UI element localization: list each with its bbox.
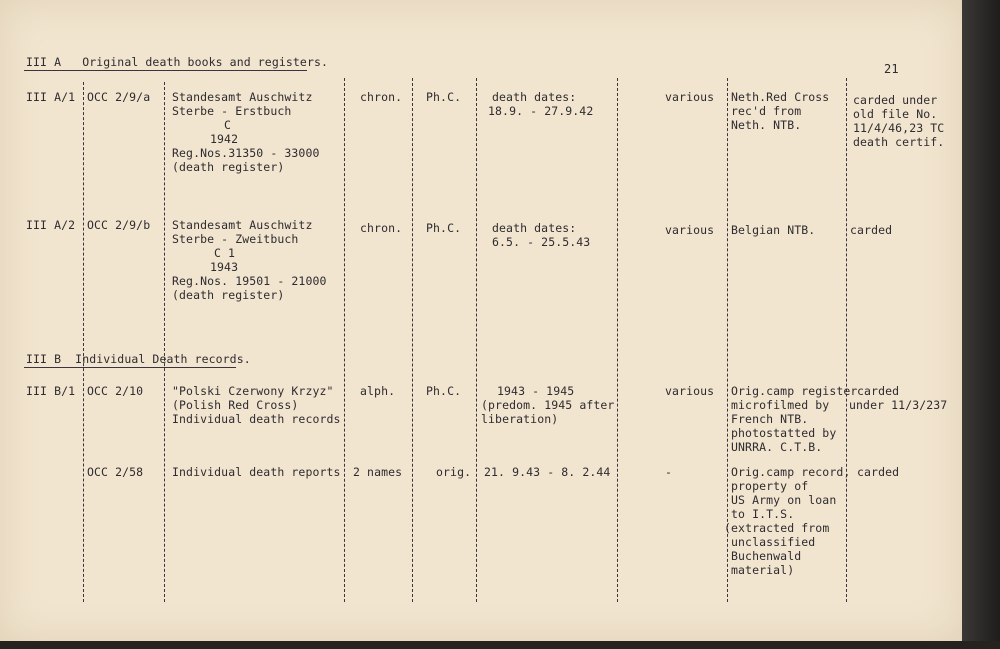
row-3-source-line-3: French NTB. — [731, 412, 809, 426]
row-1-code: OCC 2/9/a — [87, 90, 151, 104]
row-1-remarks-line-4: death certif. — [853, 135, 945, 149]
row-1-source-line-3: Neth. NTB. — [731, 118, 802, 132]
row-1-remarks-line-3: 11/4/46,23 TC — [853, 121, 945, 135]
row-2-description-line-6: (death register) — [172, 288, 285, 302]
row-3-form: Ph.C. — [426, 384, 462, 398]
column-rule-3 — [344, 78, 345, 602]
row-4-source-line-7: Buchenwald — [731, 549, 802, 563]
binding-edge — [962, 0, 1000, 649]
row-3-description-line-3: Individual death records — [172, 412, 341, 426]
row-4-form: orig. — [436, 465, 472, 479]
row-3-arrangement: alph. — [360, 384, 396, 398]
row-4-remarks-line-1: carded — [857, 465, 900, 479]
row-3-dates-line-3: liberation) — [481, 412, 559, 426]
row-4-dates-line-1: 21. 9.43 - 8. 2.44 — [484, 465, 611, 479]
section-a-heading: III A Original death books and registers. — [26, 55, 329, 69]
row-1-description-line-4: 1942 — [210, 132, 239, 146]
row-4-source-line-1: Orig.camp record, — [731, 465, 851, 479]
row-2-source-line-1: Belgian NTB. — [731, 223, 816, 237]
row-3-dates-line-1: 1943 - 1945 — [497, 384, 575, 398]
row-2-dates-line-1: death dates: — [492, 221, 577, 235]
row-3-description-line-1: "Polski Czerwony Krzyz" — [172, 384, 334, 398]
row-3-places: various — [665, 384, 715, 398]
row-1-source-line-1: Neth.Red Cross — [731, 90, 830, 104]
row-4-source-line-8: material) — [731, 563, 795, 577]
row-2-description-line-4: 1943 — [210, 260, 239, 274]
row-2-description-line-5: Reg.Nos. 19501 - 21000 — [172, 274, 327, 288]
row-3-code: OCC 2/10 — [87, 384, 144, 398]
row-1-description-line-2: Sterbe - Erstbuch — [172, 104, 292, 118]
row-4-arrangement: 2 names — [353, 465, 403, 479]
row-1-ref: III A/1 — [26, 90, 76, 104]
column-rule-5 — [476, 78, 477, 602]
row-4-source-line-5: (extracted from — [724, 521, 830, 535]
row-4-source-line-6: unclassified — [731, 535, 816, 549]
section-a-underline — [24, 70, 307, 71]
row-2-description-line-2: Sterbe - Zweitbuch — [172, 232, 299, 246]
row-4-code: OCC 2/58 — [87, 465, 144, 479]
section-b-underline — [24, 367, 236, 368]
row-1-form: Ph.C. — [426, 90, 462, 104]
row-4-source-line-2: property of — [731, 479, 809, 493]
row-2-dates-line-2: 6.5. - 25.5.43 — [492, 235, 591, 249]
column-rule-8 — [846, 78, 847, 602]
column-rule-1 — [83, 82, 84, 602]
row-4-places: - — [665, 465, 673, 479]
row-2-code: OCC 2/9/b — [87, 218, 151, 232]
row-1-places: various — [665, 90, 715, 104]
row-2-arrangement: chron. — [360, 221, 403, 235]
section-b-heading: III B Individual Death records. — [26, 352, 251, 366]
row-1-arrangement: chron. — [360, 90, 403, 104]
row-4-source-line-4: to I.T.S. — [731, 507, 795, 521]
row-4-source-line-3: US Army on loan — [731, 493, 837, 507]
row-1-description-line-1: Standesamt Auschwitz — [172, 90, 313, 104]
row-1-description-line-6: (death register) — [172, 160, 285, 174]
column-rule-6 — [617, 78, 618, 602]
bottom-edge — [0, 641, 1000, 649]
row-1-dates-line-1: death dates: — [492, 90, 577, 104]
row-2-places: various — [665, 223, 715, 237]
row-2-description-line-3: C 1 — [214, 246, 236, 260]
row-3-ref: III B/1 — [26, 384, 76, 398]
row-1-dates-line-2: 18.9. - 27.9.42 — [488, 104, 594, 118]
row-1-source-line-2: rec'd from — [731, 104, 802, 118]
row-1-remarks-line-2: old file No. — [853, 107, 938, 121]
row-3-dates-line-2: (predom. 1945 after — [481, 398, 615, 412]
column-rule-2 — [164, 82, 165, 602]
row-3-source-line-1: Orig.camp register — [731, 384, 858, 398]
column-rule-4 — [412, 78, 413, 602]
row-2-description-line-1: Standesamt Auschwitz — [172, 218, 313, 232]
row-1-description-line-3: C — [224, 118, 232, 132]
row-3-remarks-line-2: under 11/3/237 — [849, 398, 948, 412]
row-3-source-line-4: photostatted by — [731, 426, 837, 440]
row-2-ref: III A/2 — [26, 218, 76, 232]
row-4-description-line-1: Individual death reports — [172, 465, 341, 479]
row-1-remarks-line-1: carded under — [853, 93, 938, 107]
row-3-description-line-2: (Polish Red Cross) — [172, 398, 299, 412]
row-3-remarks-line-1: carded — [857, 384, 900, 398]
page-number: 21 — [884, 62, 899, 76]
row-3-source-line-2: microfilmed by — [731, 398, 830, 412]
row-2-form: Ph.C. — [426, 221, 462, 235]
row-2-remarks-line-1: carded — [850, 223, 893, 237]
row-1-description-line-5: Reg.Nos.31350 - 33000 — [172, 146, 320, 160]
row-3-source-line-5: UNRRA. C.T.B. — [731, 440, 823, 454]
